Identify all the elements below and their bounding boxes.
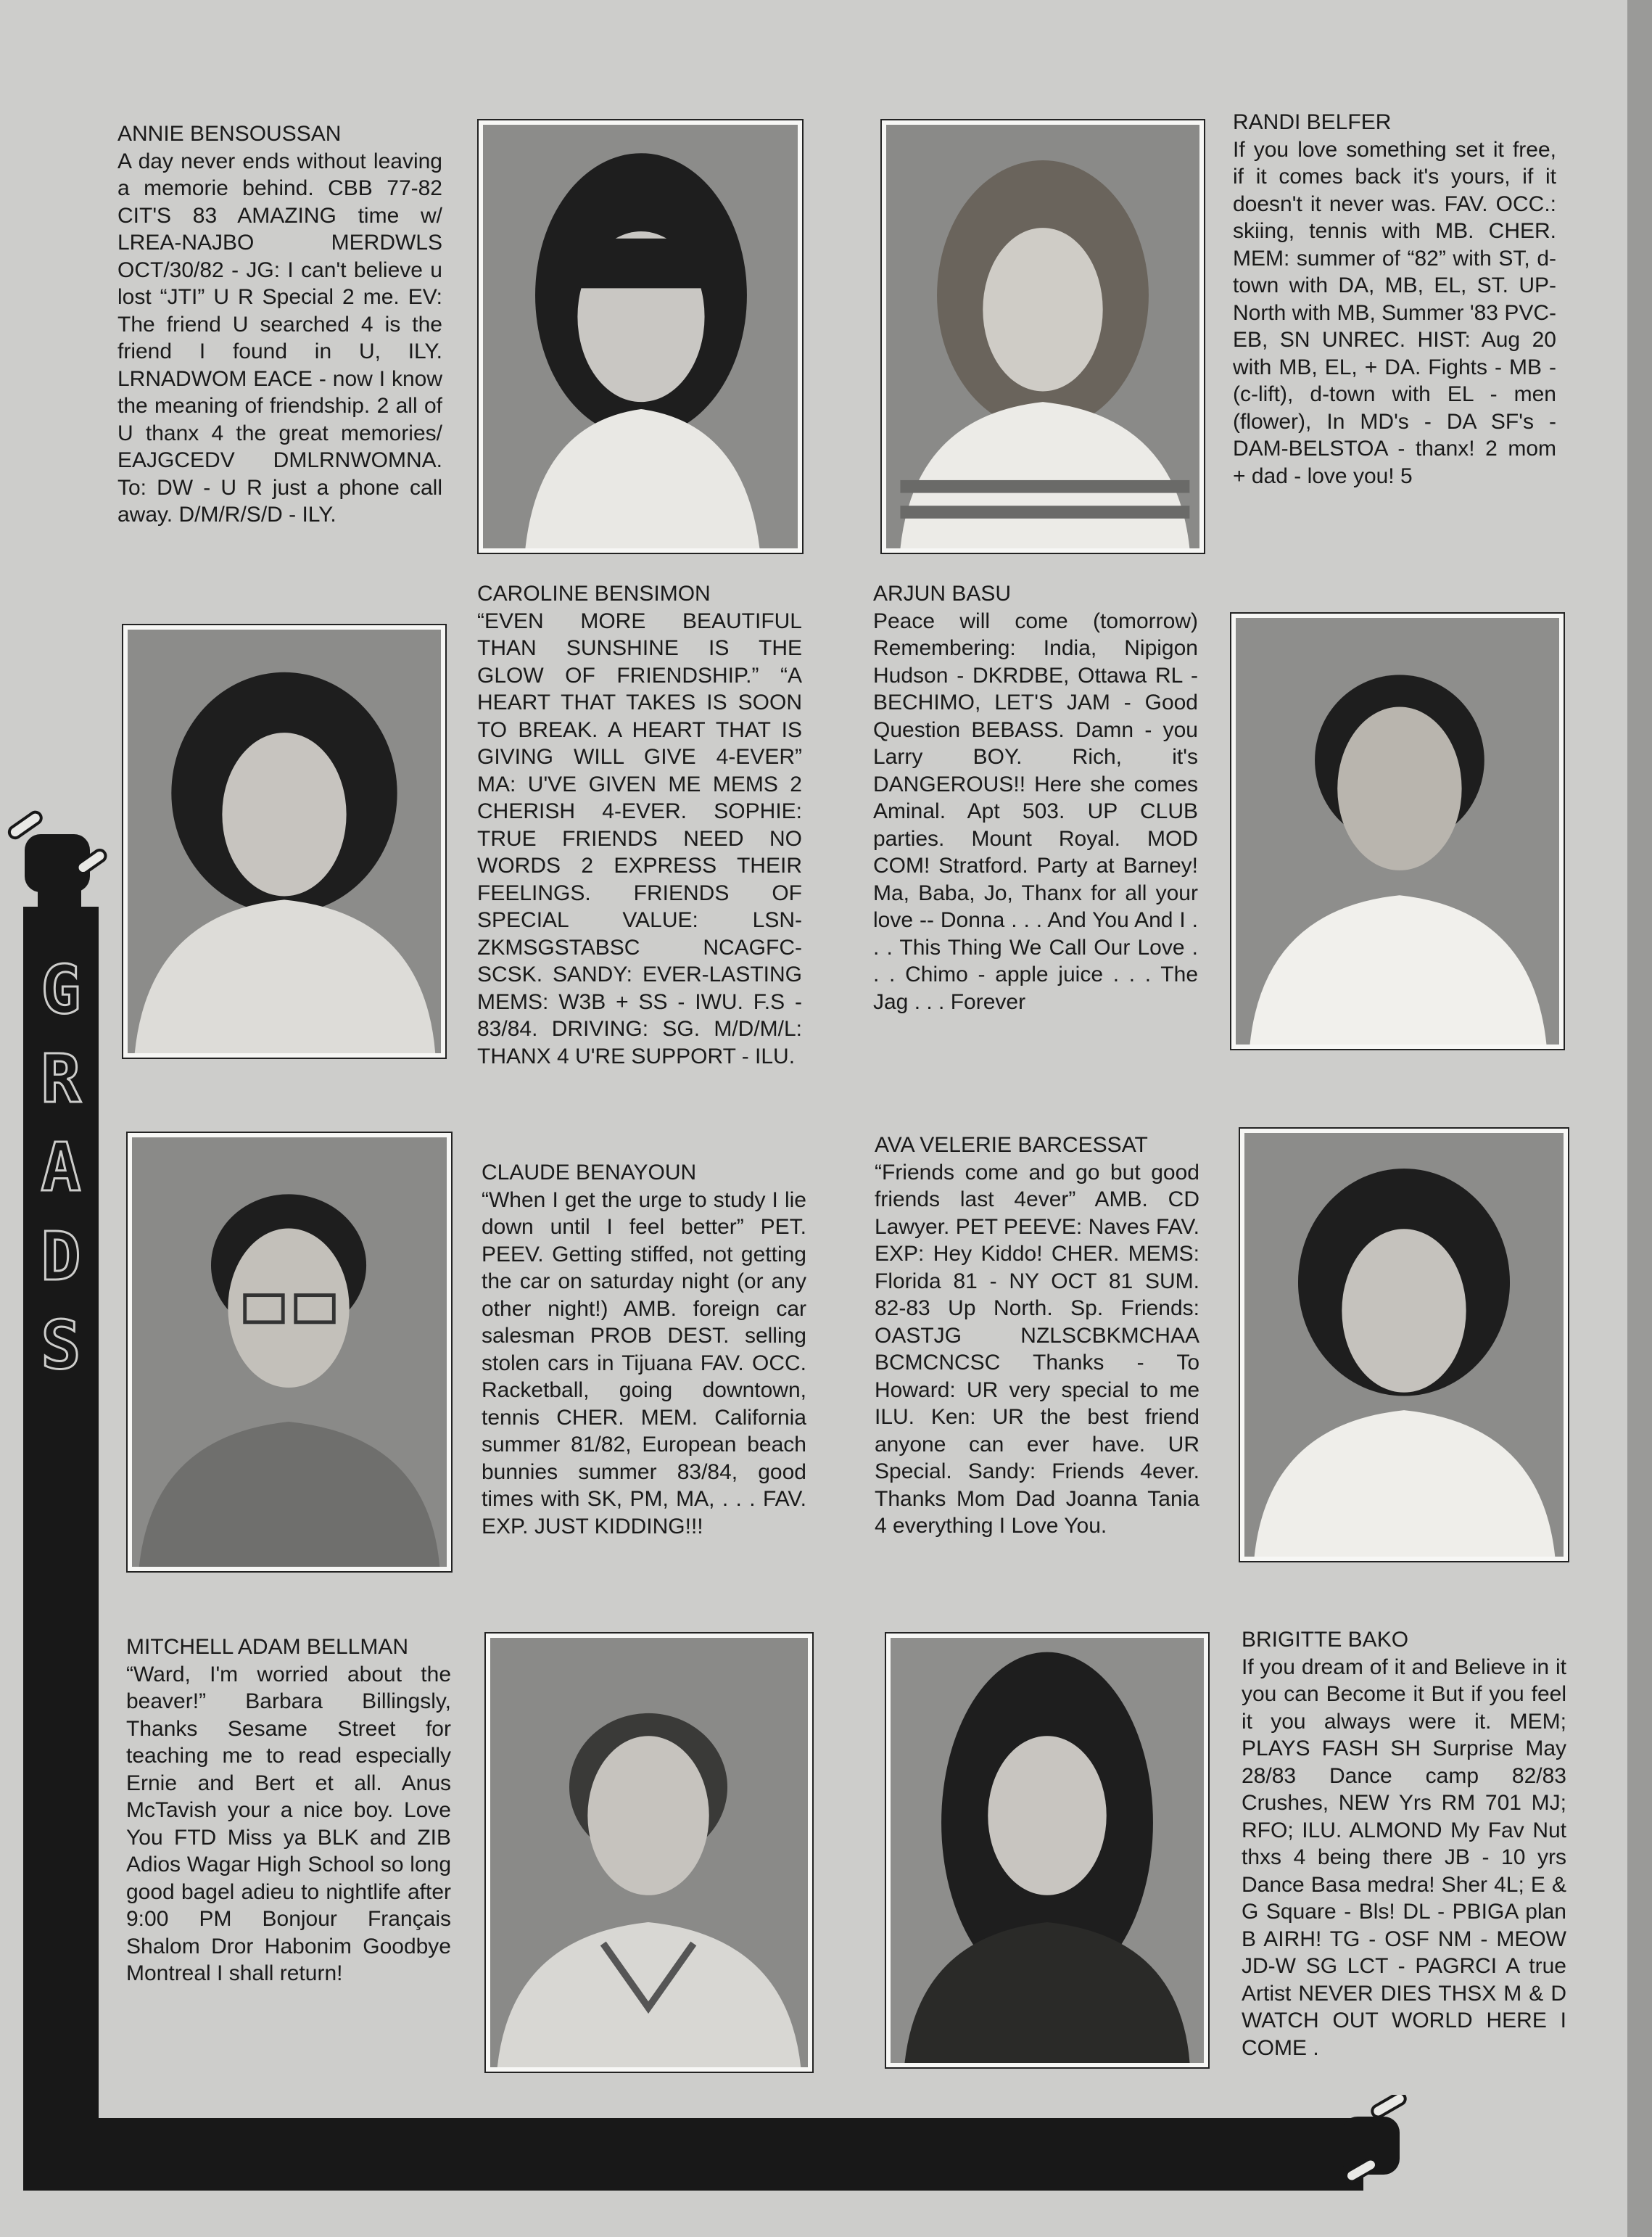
student-text: “Ward, I'm worried about the beaver!” Barbara Billingsly, Thanks Sesame Street for teaching me to read especially Ernie and Bert et all. Anus McTavish your a nice boy. Love You FTD Miss ya BLK and ZIB Adios Wagar High School so long good bagel adieu to nightlife after 9:00 PM Bonjour Français Shalom Dror Habonim Goodbye Montreal I shall return! [126,1662,451,1985]
grads-letter: D [41,1217,81,1295]
student-photo [1231,614,1564,1049]
student-bio [1233,109,1556,559]
student-text: “EVEN MORE BEAUTIFUL THAN SUNSHINE IS THE GLOW OF FRIENDSHIP.” “A HEART THAT TAKES IS SOON TO BREAK. A HEART THAT IS GIVING WILL GIVE 4-EVER” MA: U'VE GIVEN ME MEMS 2 CHERISH 4-EVER. SOPHIE: TRUE FRIENDS NEED NO WORDS 2 EXPRESS THEIR FEELINGS. FRIENDS OF SPECIAL VALUE: LSN-ZKMSGSTABSC NCAGFC-SCSK. SANDY: EVER-LASTING MEMS: W3B + SS - IWU. F.S - 83/84. DRIVING: SG. M/D/M/L: THANX 4 U'RE SUPPORT - ILU. [477,609,802,1068]
student-bio [477,580,802,1124]
student-name: ARJUN BASU [873,582,1012,606]
student-photo [886,1634,1208,2067]
student-name: BRIGITTE BAKO [1242,1628,1409,1652]
frame-bar-bottom [23,2118,1329,2191]
grads-letter: G [41,951,81,1029]
student-text: If you dream of it and Believe in it you can Become it But if you feel it you always were it. MEM; PLAYS FASH SH Surprise May 28/83 Dance camp 82/83 Crushes, NEW Yrs RM 701 MJ; RFO; ILU. ALMOND My Fav Nut thxs 4 being there JB - 10 yrs Dance Basa medra! Sher 4L; E & G Square - Bls! DL - PBIGA plan B AIRH! TG - OSF NM - MEOW JD-W SG LCT - PAGRCI A true Artist NEVER DIES THSX M & D WATCH OUT WORLD HERE I COME . [1242,1655,1566,2060]
grads-section-tab [25,950,97,1385]
student-bio [482,1159,806,1609]
student-name: CAROLINE BENSIMON [477,582,711,606]
student-bio [873,580,1198,1052]
student-text: Peace will come (tomorrow) Remembering: India, Nipigon Hudson - DKRDBE, Ottawa RL - BECHIMO, LET'S JAM - Good Question BEBASS. Damn - you Larry BOY. Rich, it's DANGEROUS!! Here she comes Aminal. Apt 503. UP CLUB parties. Mount Royal. MOD COM! Stratford. Party at Barney! Ma, Baba, Jo, Thanx for all your love -- Donna . . . And You And I . . . This Thing We Call Our Love . . . Chimo - apple juice . . . The Jag . . . Forever [873,609,1198,1014]
student-name: ANNIE BENSOUSSAN [117,122,342,146]
student-photo [128,1133,451,1571]
student-bio [117,120,442,585]
student-text: If you love something set it free, if it comes back it's yours, if it doesn't it never was. FAV. OCC.: skiing, tennis with MB. CHER. MEM: summer of “82” with ST, d-town with DA, MB, EL, ST. UP-North with MB, Summer '83 PVC-EB, SN UNREC. HIST: Aug 20 with MB, EL, + DA. Fights - MB - (c-lift), d-town with EL - men (flower), In MD's - DA SF's - DAM-BELSTOA - thanx! 2 mom + dad - love you! 5 [1233,137,1556,488]
student-text: “Friends come and go but good friends last 4ever” AMB. CD Lawyer. PET PEEVE: Naves FAV. EXP: Hey Kiddo! CHER. MEMS: Florida 81 - NY OCT 81 SUM. 82-83 Up North. Sp. Friends: OASTJG NZLSCBKMCHAA BCMCNCSC Thanks - To Howard: UR very special to me ILU. Ken: UR the best friend anyone can ever have. UR Special. Sandy: Friends 4ever. Thanks Mom Dad Joanna Tania 4 everything I Love You. [875,1160,1199,1538]
student-name: RANDI BELFER [1233,110,1392,134]
student-photo [486,1634,812,2072]
student-name: AVA VELERIE BARCESSAT [875,1133,1148,1157]
student-name: CLAUDE BENAYOUN [482,1161,697,1185]
student-bio [1242,1626,1566,2112]
student-bio [875,1132,1199,1603]
grads-letter: R [41,1039,81,1118]
student-photo [123,625,445,1058]
student-photo [479,120,802,553]
grads-letter: A [41,1129,81,1206]
student-photo [1240,1129,1568,1561]
page-edge-shadow [1627,0,1652,2237]
student-photo [882,120,1204,553]
student-name: MITCHELL ADAM BELLMAN [126,1635,408,1659]
fist-diploma-icon [3,805,112,914]
grads-letter: S [41,1306,81,1384]
student-text: “When I get the urge to study I lie down until I feel better” PET. PEEV. Getting stiffed, not getting the car on saturday night (or any other night!) AMB. foreign car salesman PROB DEST. selling stolen cars in Tijuana FAV. OCC. Racketball, going downtown, tennis CHER. MEM. California summer 81/82, European beach bunnies summer 83/84, good times with SK, PM, MA, . . . FAV. EXP. JUST KIDDING!!! [482,1187,806,1538]
student-bio [126,1634,451,2112]
student-text: A day never ends without leaving a memorie behind. CBB 77-82 CIT'S 83 AMAZING time w/ LREA-NAJBO MERDWLS OCT/30/82 - JG: I can't believe u lost “JTI” U R Special 2 me. EV: The friend U searched 4 is the friend I found in U, ILY. LRNADWOM EACE - now I know the meaning of friendship. 2 all of U thanx 4 the great memories/ EAJGCEDV DMLRNWOMNA. To: DW - U R just a phone call away. D/M/R/S/D - ILY. [117,149,442,527]
